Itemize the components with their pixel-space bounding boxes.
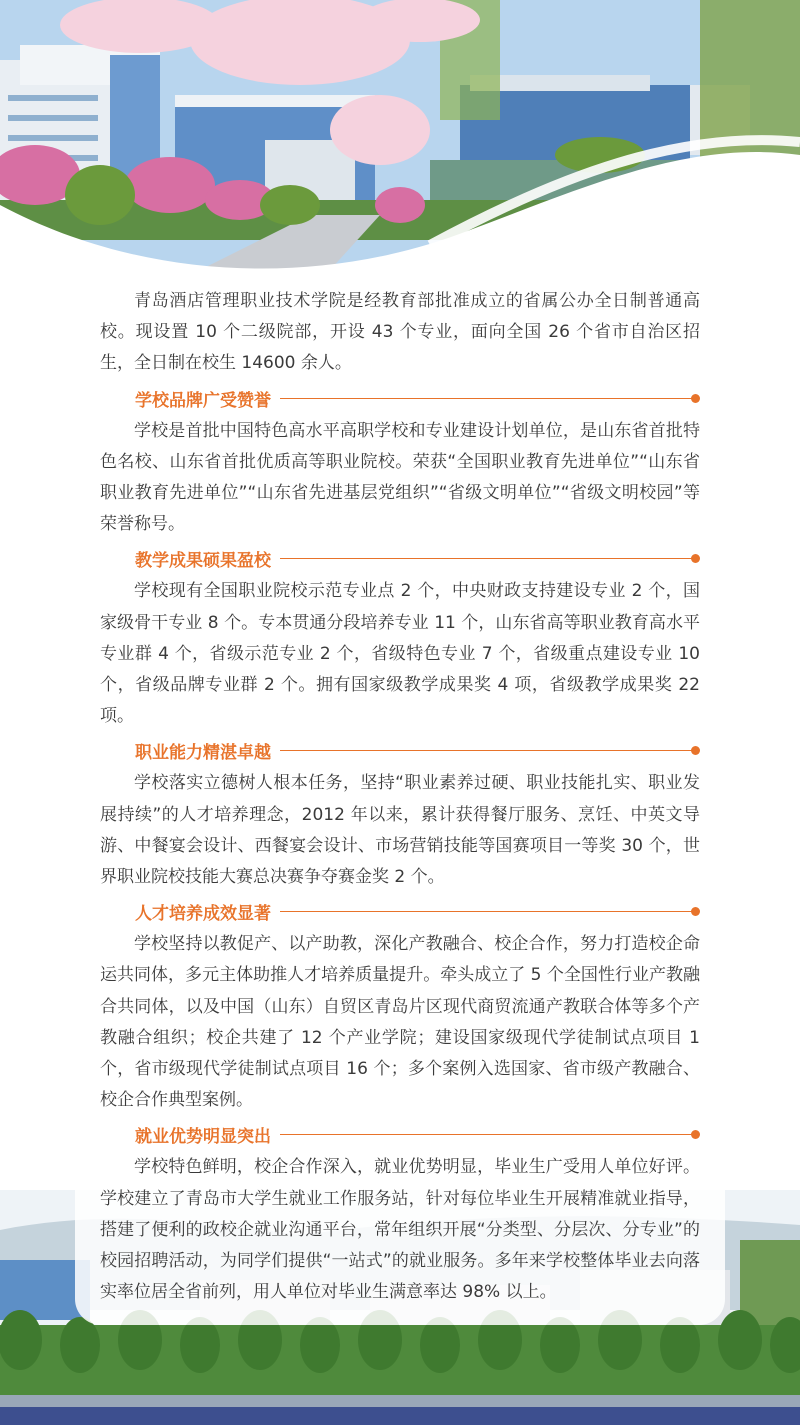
section-title: 职业能力精湛卓越 [135,743,271,764]
section-divider [280,558,694,559]
section-title: 学校品牌广受赞誉 [135,390,271,411]
section-paragraph: 学校坚持以教促产、以产助教，深化产教融合、校企合作，努力打造校企命运共同体，多元主体助推人才培养质量提升。牵头成立了 5 个全国性行业产教融合共同体，以及中国（山东）自贸区青岛片区现代商贸流通产教联合体等多个产教融合组织；校企共建了 12 个产业学院；建设国家级现代学徒制试点项目 1 个，省市级现代学徒制试点项目 16 个；多个案例入选国家、省市级产教融合、校企合作典型案例。 [100,934,700,1111]
article-content [100,286,700,1308]
section-title: 教学成果硕果盈校 [135,551,271,572]
section-header [100,540,700,576]
section-divider [280,398,694,399]
section-header [100,732,700,768]
campus-scene-illustration [0,0,800,275]
section-skills [100,732,700,893]
section-paragraph: 学校落实立德树人根本任务，坚持“职业素养过硬、职业技能扎实、职业发展持续”的人才培养理念，2012 年以来，累计获得餐厅服务、烹饪、中英文导游、中餐宴会设计、西餐宴会设计、市场营销技能等国赛项目一等奖 30 个，世界职业院校技能大赛总决赛争夺赛金奖 2 个。 [100,773,700,888]
section-header [100,893,700,929]
section-header [100,1116,700,1152]
section-title: 人才培养成效显著 [135,904,271,925]
section-dot-icon [691,394,700,403]
section-dot-icon [691,1130,700,1139]
section-talent [100,893,700,1116]
section-paragraph: 学校特色鲜明，校企合作深入，就业优势明显，毕业生广受用人单位好评。学校建立了青岛市大学生就业工作服务站，针对每位毕业生开展精准就业指导，搭建了便利的政校企就业沟通平台，常年组织开展“分类型、分层次、分专业”的校园招聘活动，为同学们提供“一站式”的就业服务。多年来学校整体毕业去向落实率位居全省前列，用人单位对毕业生满意率达 98% 以上。 [100,1157,700,1303]
section-title: 就业优势明显突出 [135,1127,271,1148]
section-dot-icon [691,907,700,916]
section-header [100,380,700,416]
section-divider [280,1134,694,1135]
section-divider [280,750,694,751]
intro-paragraph: 青岛酒店管理职业技术学院是经教育部批准成立的省属公办全日制普通高校。现设置 10 个二级院部，开设 43 个专业，面向全国 26 个省市自治区招生，全日制在校生 14600 余人。 [100,291,700,374]
section-dot-icon [691,746,700,755]
section-paragraph: 学校现有全国职业院校示范专业点 2 个，中央财政支持建设专业 2 个，国家级骨干专业 8 个。专本贯通分段培养专业 11 个，山东省高等职业教育高水平专业群 4 个，省级示范专业 2 个，省级特色专业 7 个，省级重点建设专业 10 个，省级品牌专业群 2 个。拥有国家级教学成果奖 4 项，省级教学成果奖 22 项。 [100,581,700,727]
section-brand [100,380,700,541]
campus-banner-image [0,0,800,275]
section-teaching [100,540,700,732]
section-divider [280,911,694,912]
section-dot-icon [691,554,700,563]
section-paragraph: 学校是首批中国特色高水平高职学校和专业建设计划单位，是山东省首批特色名校、山东省首批优质高等职业院校。荣获“全国职业教育先进单位”“山东省职业教育先进单位”“山东省先进基层党组织”“省级文明单位”“省级文明校园”等荣誉称号。 [100,420,700,535]
section-employment [100,1116,700,1308]
